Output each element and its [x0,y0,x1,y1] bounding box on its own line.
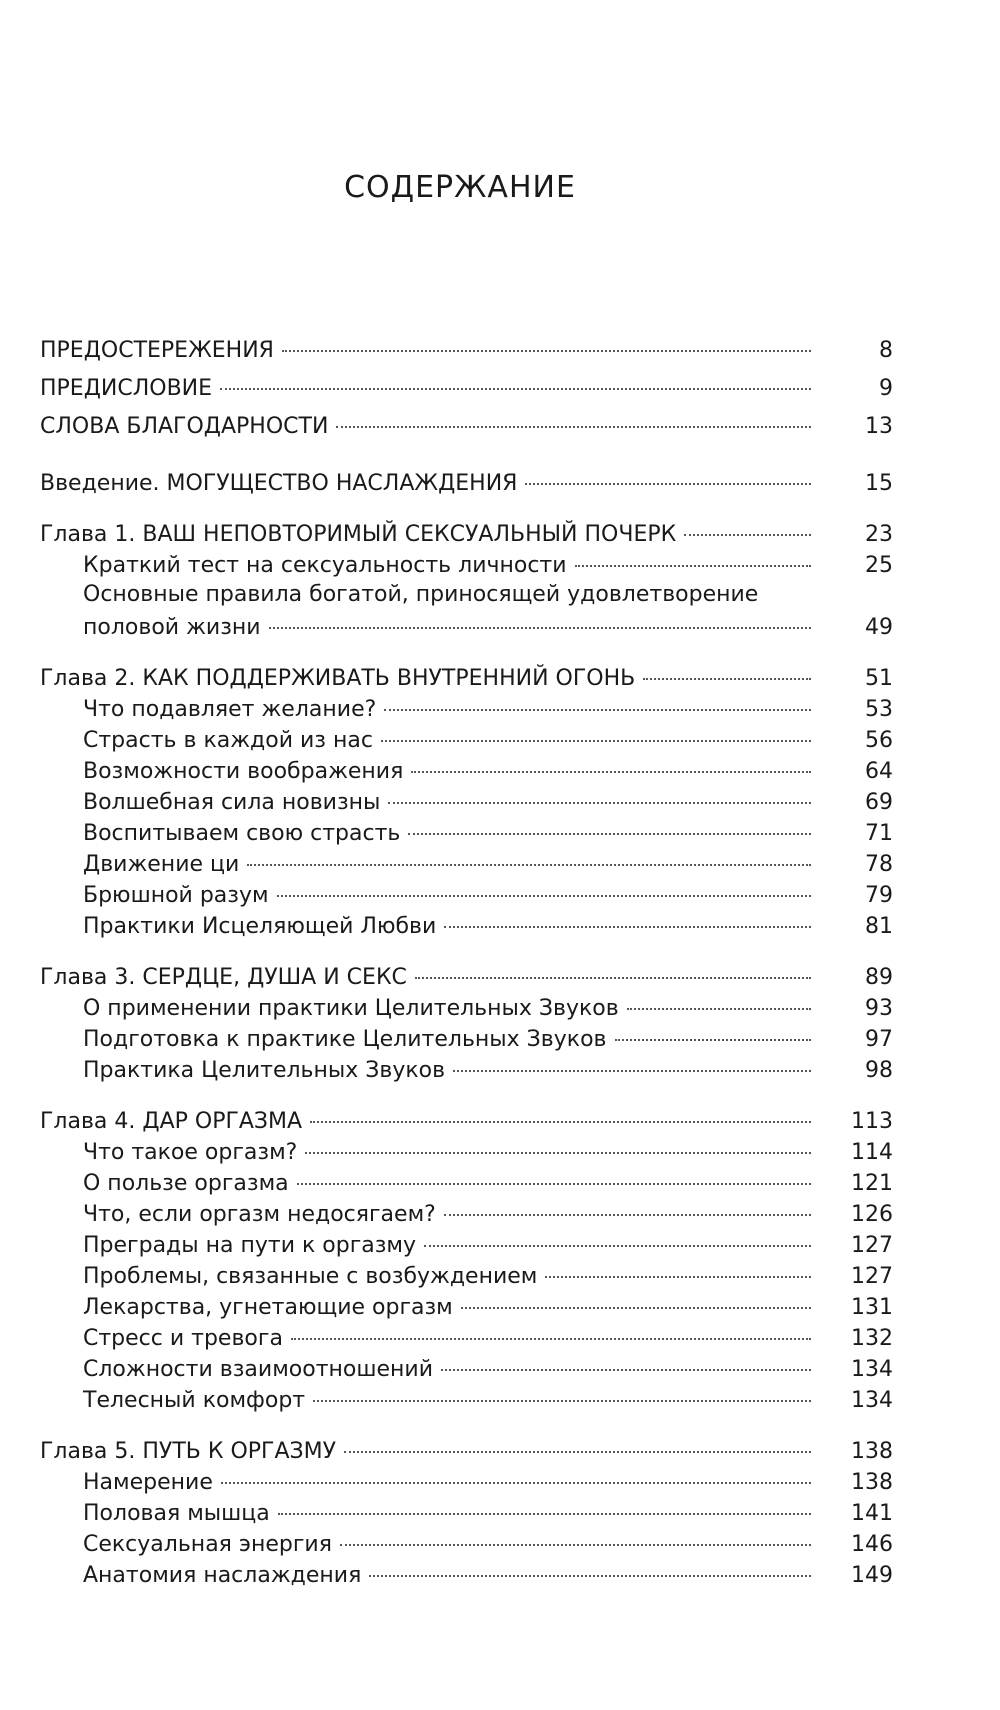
toc-entry-title: Основные правила богатой, приносящей удовлетворение [83,582,759,607]
dot-leader [277,873,811,897]
toc-entry-page-number: 98 [865,1058,893,1083]
dot-leader [278,1491,811,1515]
dot-leader [344,1429,811,1453]
toc-entry-title: Что подавляет желание? [83,697,377,722]
toc-entry[interactable] [40,1383,893,1414]
toc-entry-page-number: 141 [851,1501,893,1526]
dot-leader [388,780,811,804]
toc-entry-page-number: 93 [865,996,893,1021]
toc-entry-page-number: 49 [865,615,893,640]
toc-entry-title: Движение ци [83,852,240,877]
dot-leader [684,512,811,536]
toc-entry-title: О пользе оргазма [83,1171,289,1196]
toc-entry-page-number: 25 [865,553,893,578]
toc-entry-title: Глава 3. СЕРДЦЕ, ДУША И СЕКС [40,965,407,990]
toc-entry-title: Стресс и тревога [83,1326,283,1351]
dot-leader [313,1378,811,1402]
dot-leader [340,1522,811,1546]
toc-entry[interactable] [40,1053,893,1084]
toc-entry-title: Введение. МОГУЩЕСТВО НАСЛАЖДЕНИЯ [40,471,518,496]
dot-leader [297,1161,811,1185]
toc-entry-page-number: 9 [879,376,893,401]
dot-leader [643,656,811,680]
toc-entry-title: Практики Исцеляющей Любви [83,914,437,939]
dot-leader [310,1099,811,1123]
toc-entry-page-number: 69 [865,790,893,815]
dot-leader [291,1316,811,1340]
dot-leader [247,842,811,866]
dot-leader [575,543,811,567]
dot-leader [415,955,811,979]
page-title: СОДЕРЖАНИЕ [344,170,576,205]
toc-entry-title: половой жизни [83,615,261,640]
toc-entry-title: Глава 5. ПУТЬ К ОРГАЗМУ [40,1439,337,1464]
toc-entry-title: Глава 1. ВАШ НЕПОВТОРИМЫЙ СЕКСУАЛЬНЫЙ ПОЧЕРК [40,522,677,547]
toc-entry-title: Брюшной разум [83,883,269,908]
toc-entry-title: Телесный комфорт [83,1388,306,1413]
toc-entry-title: ПРЕДИСЛОВИЕ [40,376,213,401]
toc-entry-title: Половая мышца [83,1501,270,1526]
toc-entry-title: Глава 4. ДАР ОРГАЗМА [40,1109,303,1134]
toc-entry-page-number: 79 [865,883,893,908]
dot-leader [381,718,811,742]
toc-entry-page-number: 127 [851,1264,893,1289]
toc-entry-title: Анатомия наслаждения [83,1563,362,1588]
table-of-contents [40,332,893,1589]
dot-leader [461,1285,811,1309]
toc-entry-title: Возможности воображения [83,759,404,784]
toc-entry-page-number: 114 [851,1140,893,1165]
toc-entry-page-number: 81 [865,914,893,939]
toc-entry-title: Воспитываем свою страсть [83,821,401,846]
dot-leader [441,1347,811,1371]
toc-entry-title: Подготовка к практике Целительных Звуков [83,1027,607,1052]
toc-entry-title: СЛОВА БЛАГОДАРНОСТИ [40,414,329,439]
toc-entry-title: Сложности взаимоотношений [83,1357,434,1382]
toc-entry-page-number: 8 [879,338,893,363]
toc-entry[interactable] [40,909,893,940]
dot-leader [305,1130,811,1154]
toc-entry[interactable] [40,370,893,408]
toc-entry-title: Что, если оргазм недосягаем? [83,1202,436,1227]
dot-leader [615,1017,812,1041]
dot-leader [336,404,811,428]
toc-entry-title: О применении практики Целительных Звуков [83,996,619,1021]
toc-entry[interactable] [40,408,893,446]
dot-leader [424,1223,811,1247]
toc-entry-page-number: 134 [851,1388,893,1413]
toc-entry-title: ПРЕДОСТЕРЕЖЕНИЯ [40,338,274,363]
dot-leader [453,1048,811,1072]
toc-entry-title: Лекарства, угнетающие оргазм [83,1295,453,1320]
toc-entry-page-number: 121 [851,1171,893,1196]
toc-entry-page-number: 78 [865,852,893,877]
toc-entry[interactable] [40,466,893,497]
dot-leader [220,366,811,390]
toc-entry-title: Волшебная сила новизны [83,790,381,815]
toc-entry-page-number: 23 [865,522,893,547]
toc-entry-page-number: 71 [865,821,893,846]
toc-entry-page-number: 113 [851,1109,893,1134]
toc-entry[interactable] [40,610,893,641]
toc-entry-page-number: 138 [851,1470,893,1495]
dot-leader [444,904,811,928]
dot-leader [408,811,811,835]
toc-entry-page-number: 97 [865,1027,893,1052]
toc-entry-title: Что такое оргазм? [83,1140,298,1165]
toc-entry-title: Страсть в каждой из нас [83,728,373,753]
dot-leader [444,1192,811,1216]
toc-entry[interactable] [40,332,893,370]
toc-entry-page-number: 15 [865,471,893,496]
toc-entry-page-number: 149 [851,1563,893,1588]
toc-entry-page-number: 126 [851,1202,893,1227]
toc-entry[interactable] [40,548,893,579]
toc-entry[interactable] [40,1558,893,1589]
dot-leader [627,986,811,1010]
toc-entry-page-number: 146 [851,1532,893,1557]
toc-entry-page-number: 132 [851,1326,893,1351]
dot-leader [369,1553,811,1577]
dot-leader [269,605,811,629]
toc-entry-title: Намерение [83,1470,213,1495]
dot-leader [411,749,811,773]
toc-entry-title: Практика Целительных Звуков [83,1058,446,1083]
toc-entry-page-number: 51 [865,666,893,691]
toc-entry-page-number: 64 [865,759,893,784]
dot-leader [221,1460,811,1484]
toc-entry-title: Проблемы, связанные с возбуждением [83,1264,538,1289]
dot-leader [525,461,811,485]
toc-entry-page-number: 13 [865,414,893,439]
toc-entry-page-number: 56 [865,728,893,753]
toc-entry-page-number: 138 [851,1439,893,1464]
toc-entry-page-number: 53 [865,697,893,722]
toc-entry-title: Глава 2. КАК ПОДДЕРЖИВАТЬ ВНУТРЕННИЙ ОГОНЬ [40,666,636,691]
toc-entry-page-number: 127 [851,1233,893,1258]
toc-entry-page-number: 131 [851,1295,893,1320]
toc-entry-title: Краткий тест на сексуальность личности [83,553,567,578]
dot-leader [384,687,811,711]
toc-entry-title: Преграды на пути к оргазму [83,1233,417,1258]
toc-entry-title: Сексуальная энергия [83,1532,332,1557]
toc-entry-page-number: 89 [865,965,893,990]
dot-leader [545,1254,811,1278]
dot-leader [282,328,811,352]
toc-entry-page-number: 134 [851,1357,893,1382]
